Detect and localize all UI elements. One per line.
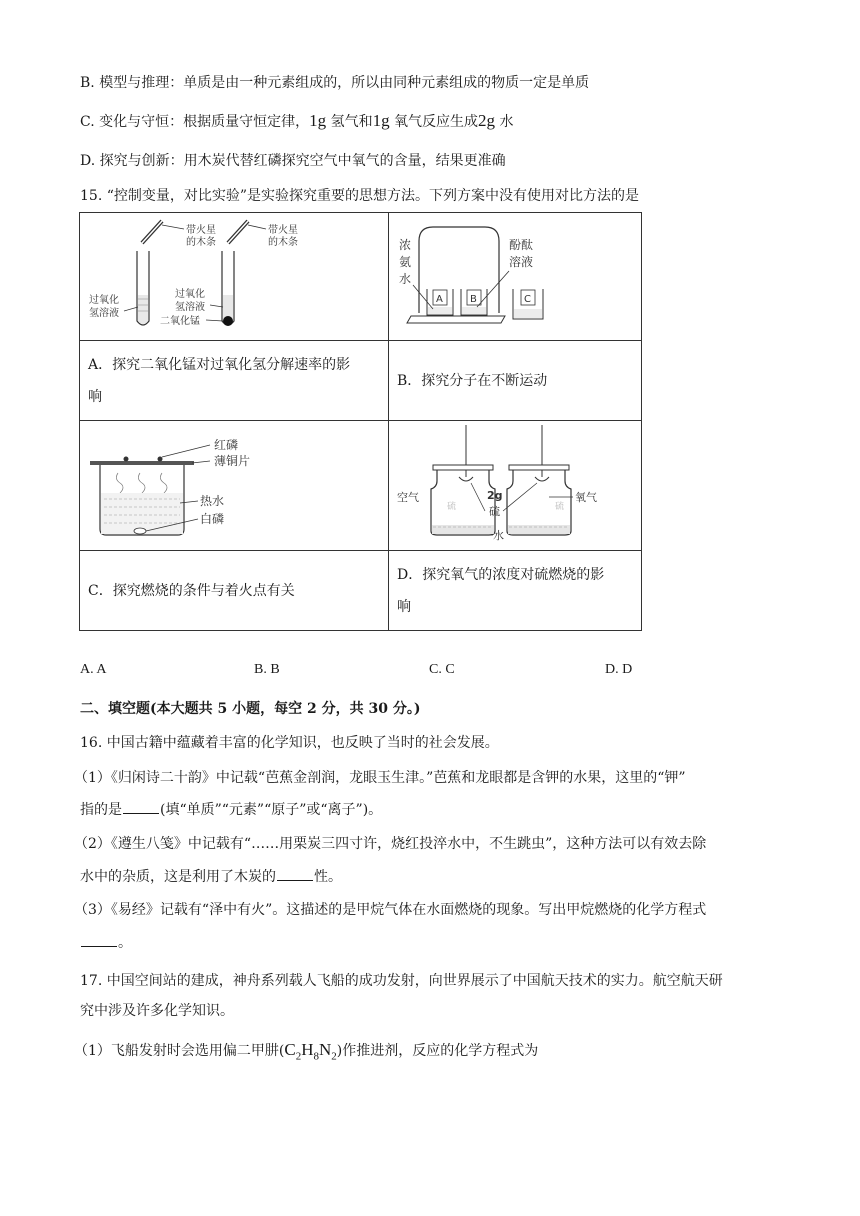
- phenol-label-1: 酚酞: [509, 238, 534, 252]
- option-a-text-line2: 响: [88, 388, 102, 405]
- mno2-label: 二氧化锰: [160, 316, 200, 327]
- option-c-text: C．探究燃烧的条件与着火点有关: [88, 582, 295, 599]
- section-2-heading: 二、填空题(本大题共 5 小题，每空 2 分，共 30 分。): [80, 701, 421, 717]
- q16-part1-line1: （1）《归闲诗二十韵》中记载“芭蕉金剖润，龙眼玉生津。”芭蕉和龙眼都是含钾的水果，这里的“钾”: [74, 770, 686, 786]
- question-15: 15. “控制变量，对比实验”是实验探究重要的思想方法。下列方案中没有使用对比方法的是: [80, 188, 640, 204]
- answer-blank-1[interactable]: [123, 799, 159, 814]
- formula-n-sub: 2: [331, 1050, 337, 1063]
- beaker-b-label: B: [470, 294, 477, 305]
- formula-c: C: [284, 1040, 296, 1059]
- answer-option-c[interactable]: C. C: [429, 662, 455, 677]
- q16-part1-line2: [80, 799, 382, 820]
- phenol-label-2: 溶液: [509, 255, 534, 269]
- red-phosphorus-label: 红磷: [214, 438, 239, 452]
- option-c-water: 水: [495, 114, 514, 130]
- mass-value-1: 1: [309, 111, 318, 130]
- ammonia-label-2: 氨: [399, 255, 412, 269]
- figure-a-diagram: [80, 213, 388, 336]
- h2o2-label-1a: 过氧化: [89, 295, 119, 306]
- splint-label-1a: 带火星: [186, 225, 216, 236]
- option-d-line: D. 探究与创新：用木炭代替红磷探究空气中氧气的含量，结果更准确: [80, 153, 506, 169]
- beaker-c-label: C: [524, 294, 531, 305]
- mass-value-3: 2: [478, 111, 487, 130]
- option-b-line: B. 模型与推理：单质是由一种元素组成的，所以由同种元素组成的物质一定是单质: [80, 75, 590, 91]
- white-phosphorus-water: [134, 528, 146, 534]
- figure-a-cell: [80, 213, 389, 341]
- q16-part3-suffix: 。: [118, 935, 132, 951]
- figure-b-diagram: [389, 213, 641, 336]
- sulfur-faint-1: 硫: [447, 502, 457, 512]
- figure-d-cell: [389, 421, 642, 551]
- option-b-text: B．探究分子在不断运动: [397, 372, 548, 389]
- figure-b-cell: [389, 213, 642, 341]
- q16-part1-suffix: (填“单质”“元素”“原子”或“离子”)。: [160, 802, 383, 818]
- q17-part1-suffix: )作推进剂，反应的化学方程式为: [336, 1043, 539, 1059]
- mass-value-2: 1: [372, 111, 382, 130]
- h2o2-label-1b: 氢溶液: [89, 308, 119, 319]
- white-phosphorus-top: [124, 457, 129, 462]
- q16-part2-line2: [80, 866, 342, 887]
- option-d-text-line2: 响: [397, 598, 411, 615]
- q16-part2-suffix: 性。: [314, 869, 342, 885]
- beaker-a-label: A: [436, 294, 443, 305]
- option-c-oxygen: 氧气反应生成: [389, 114, 479, 130]
- option-d-text-line1: D．探究氧气的浓度对硫燃烧的影: [397, 566, 605, 583]
- splint-label-2b: 的木条: [268, 237, 298, 248]
- h2o2-label-2b: 氢溶液: [175, 302, 205, 313]
- ammonia-label-1: 浓: [399, 238, 412, 252]
- option-c-prefix: C. 变化与守恒：根据质量守恒定律，: [80, 114, 310, 130]
- option-c-text-cell: [80, 551, 389, 631]
- oxygen-label: 氧气: [575, 491, 597, 504]
- formula-n: N: [319, 1040, 332, 1059]
- formula-h-sub: 8: [313, 1050, 319, 1063]
- ammonia-label-3: 水: [399, 272, 412, 286]
- answer-blank-2[interactable]: [277, 866, 313, 881]
- option-d-text: [389, 559, 641, 623]
- answer-option-b[interactable]: B. B: [254, 662, 280, 677]
- figure-d-diagram: [389, 421, 641, 546]
- mass-unit-2: g: [381, 111, 390, 130]
- formula-c-sub: 2: [295, 1050, 302, 1063]
- question-17-line1: 17. 中国空间站的建成，神舟系列载人飞船的成功发射，向世界展示了中国航天技术的实力。航空航天研: [80, 973, 723, 989]
- formula-h: H: [301, 1040, 314, 1059]
- udmh-formula: [284, 1040, 337, 1063]
- mno2-powder: [223, 316, 233, 326]
- glass-plate: [407, 316, 505, 323]
- copper-sheet: [90, 461, 194, 465]
- option-d-text-cell: [389, 551, 642, 631]
- option-a-text-line1: A．探究二氧化锰对过氧化氢分解速率的影: [88, 356, 351, 373]
- sulfur-faint-2: 硫: [555, 502, 565, 512]
- h2o2-label-2a: 过氧化: [175, 289, 205, 300]
- white-phosphorus-label: 白磷: [200, 512, 225, 526]
- splint-label-2a: 带火星: [268, 225, 298, 236]
- water-label: 水: [493, 529, 504, 542]
- experiment-table: [79, 212, 642, 631]
- q16-part2-line1: （2）《遵生八笺》中记载有“……用栗炭三四寸许，烧红投淬水中，不生跳虫”，这种方法可以有效去除: [74, 836, 707, 852]
- figure-c-cell: [80, 421, 389, 551]
- answer-option-d[interactable]: D. D: [605, 662, 633, 677]
- sulfur-label: 硫: [489, 505, 500, 518]
- red-phosphorus: [158, 457, 163, 462]
- hot-water-label: 热水: [200, 494, 225, 508]
- air-label: 空气: [397, 491, 419, 504]
- mass-label: 2g: [487, 489, 503, 502]
- mass-unit-3: g: [486, 111, 496, 130]
- option-c-hydrogen: 氢气和: [326, 114, 373, 130]
- option-b-text-cell: [389, 341, 642, 421]
- q16-part3-line1: （3）《易经》记载有“泽中有火”。这描述的是甲烷气体在水面燃烧的现象。写出甲烷燃烧的化学方程式: [74, 902, 707, 918]
- q16-part3-line2: [80, 932, 132, 953]
- question-16-title: 16. 中国古籍中蕴藏着丰富的化学知识，也反映了当时的社会发展。: [80, 735, 499, 751]
- option-c-line: [80, 111, 513, 132]
- q17-part1-prefix: （1）飞船发射时会选用偏二甲肼(: [74, 1043, 285, 1059]
- answer-blank-3[interactable]: [81, 932, 117, 947]
- option-a-text-cell: [80, 341, 389, 421]
- q16-part2-prefix: 水中的杂质，这是利用了木炭的: [80, 869, 276, 885]
- answer-option-a[interactable]: A. A: [80, 662, 107, 677]
- mass-unit-1: g: [317, 111, 327, 130]
- q16-part1-prefix: 指的是: [80, 802, 122, 818]
- copper-label: 薄铜片: [214, 454, 251, 468]
- option-a-text: [80, 349, 388, 413]
- figure-c-diagram: [80, 421, 388, 546]
- splint-label-1b: 的木条: [186, 237, 216, 248]
- question-17-line2: 究中涉及许多化学知识。: [80, 1003, 234, 1019]
- q17-part1: [74, 1040, 538, 1066]
